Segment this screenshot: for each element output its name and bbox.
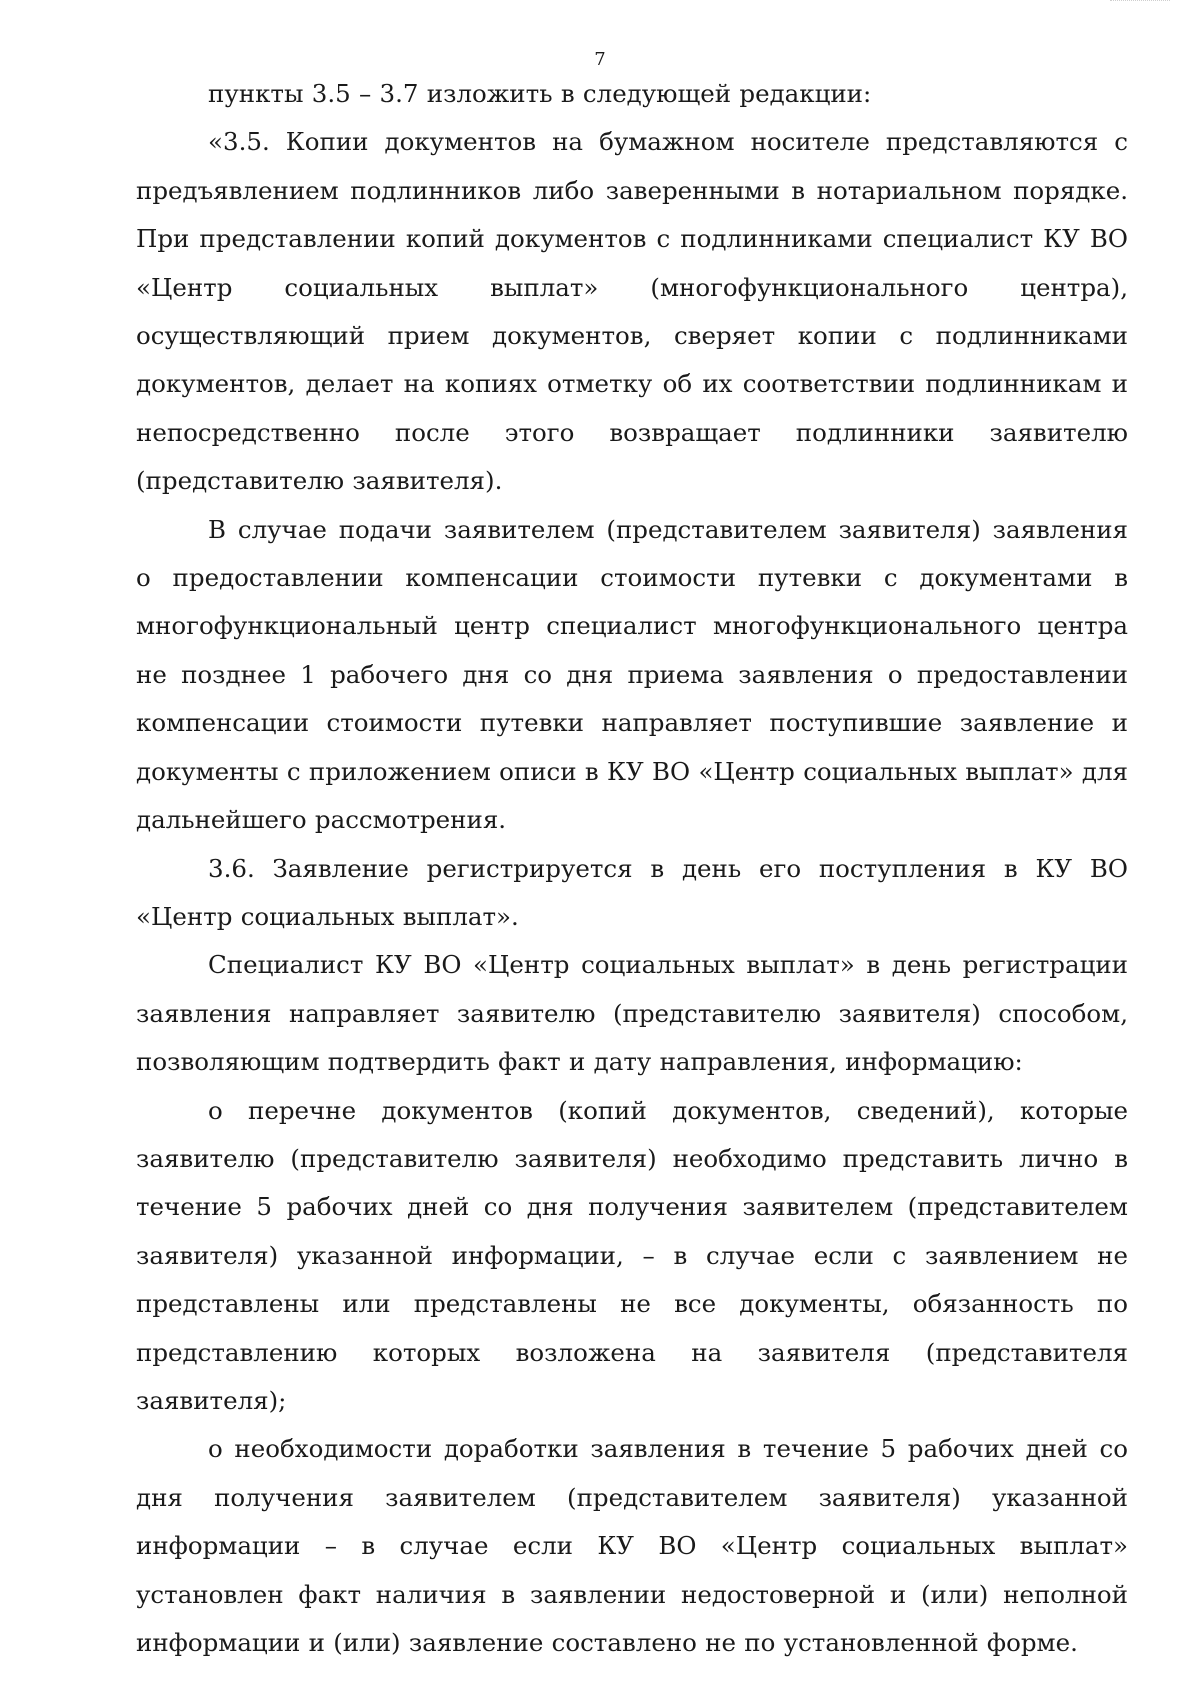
paragraph-mfc-submission: В случае подачи заявителем (представителем заявителя) заявления о предоставлении компенсации стоимости путевки с документами в многофункциональный центр специалист многофункционального центра не позднее 1 рабочего дня со дня приема заявления о предоставлении компенсации стоимости путевки направляет поступившие заявление и документы с приложением описи в КУ ВО «Центр социальных выплат» для дальнейшего рассмотрения. (136, 514, 1128, 835)
paragraph-documents-list: о перечне документов (копий документов, сведений), которые заявителю (представителю заявителя) необходимо представить лично в течение 5 рабочих дней со дня получения заявителем (представителем заявителя) указанной информации, – в случае если с заявлением не представлены или представлены не все документы, обязанность по представлению которых возложена на заявителя (представителя заявителя); (136, 1095, 1128, 1415)
scan-artifact (1110, 0, 1170, 7)
paragraph-intro: пункты 3.5 – 3.7 изложить в следующей редакции: (208, 79, 872, 108)
paragraph-3-5: «3.5. Копии документов на бумажном носителе представляются с предъявлением подлинников либо заверенными в нотариальном порядке. При представлении копий документов с подлинниками специалист КУ ВО «Центр социальных выплат» (многофункционального центра), осуществляющий прием документов, сверяет копии с подлинниками документов, делает на копиях отметку об их соответствии подлинникам и непосредственно после этого возвращает подлинники заявителю (представителю заявителя). (136, 127, 1128, 496)
paragraph-3-6: 3.6. Заявление регистрируется в день его поступления в КУ ВО «Центр социальных выплат». (136, 853, 1128, 931)
paragraph-specialist-notice: Специалист КУ ВО «Центр социальных выплат» в день регистрации заявления направляет заявителю (представителю заявителя) способом, позволяющим подтвердить факт и дату направления, информацию: (136, 950, 1128, 1077)
document-body (136, 70, 1128, 1667)
page-number: 7 (594, 49, 606, 70)
paragraph-revision-needed: о необходимости доработки заявления в течение 5 рабочих дней со дня получения заявителем (представителем заявителя) указанной информации – в случае если КУ ВО «Центр социальных выплат» установлен факт наличия в заявлении недостоверной и (или) неполной информации и (или) заявление составлено не по установленной форме. (136, 1434, 1128, 1657)
